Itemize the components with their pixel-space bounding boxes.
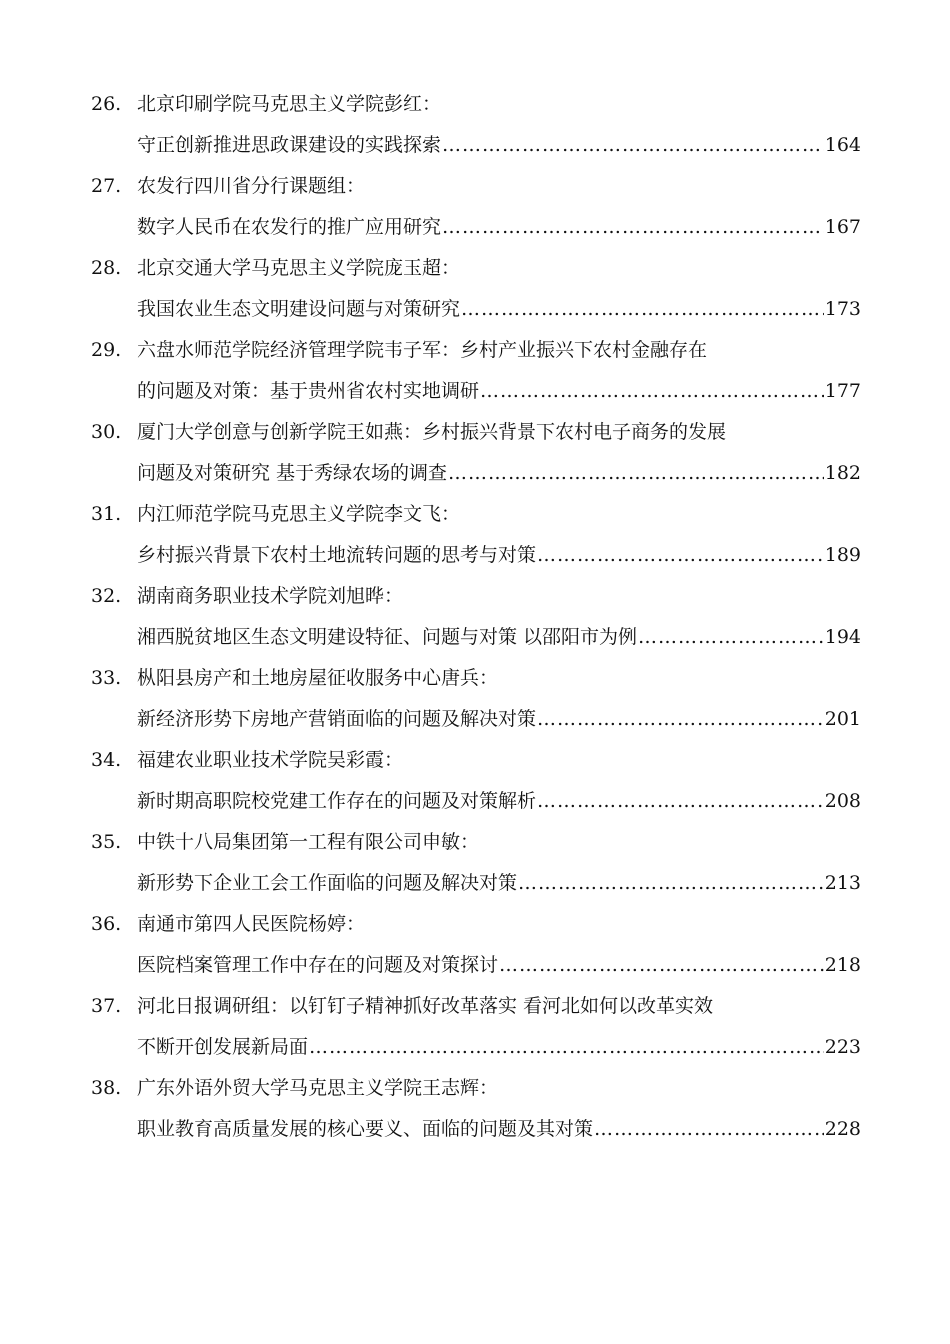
toc-entry-title: 的问题及对策：基于贵州省农村实地调研 — [137, 380, 480, 402]
toc-entry-number: 35. — [91, 831, 122, 853]
toc-entry-heading — [0, 166, 950, 207]
toc-entry-heading — [0, 1068, 950, 1109]
toc-entry-title-line — [137, 371, 861, 412]
toc-leader-dots — [442, 207, 824, 248]
toc-entry-title: 新经济形势下房地产营销面临的问题及解决对策 — [137, 708, 537, 730]
toc-leader-dots — [461, 289, 824, 330]
toc-entry[interactable] — [0, 1068, 950, 1150]
toc-entry-title-line — [137, 699, 861, 740]
toc-page-number: 208 — [824, 790, 861, 812]
toc-entry[interactable] — [0, 740, 950, 822]
toc-entry[interactable] — [0, 658, 950, 740]
toc-entry[interactable] — [0, 822, 950, 904]
toc-entry-title: 守正创新推进思政课建设的实践探索 — [137, 134, 442, 156]
toc-entry-heading — [0, 330, 950, 371]
toc-entry[interactable] — [0, 904, 950, 986]
toc-entry-heading — [0, 248, 950, 289]
toc-entry-number: 38. — [91, 1077, 122, 1099]
toc-entry-title-line — [137, 617, 861, 658]
toc-leader-dots — [499, 945, 824, 986]
toc-entry-title: 新形势下企业工会工作面临的问题及解决对策 — [137, 872, 518, 894]
toc-entry-title: 问题及对策研究 基于秀绿农场的调查 — [137, 462, 448, 484]
toc-entry-author: 广东外语外贸大学马克思主义学院王志辉： — [137, 1077, 499, 1099]
toc-leader-dots — [442, 125, 824, 166]
toc-entry-author: 北京交通大学马克思主义学院庞玉超： — [137, 257, 461, 279]
toc-entry[interactable] — [0, 576, 950, 658]
toc-entry[interactable] — [0, 84, 950, 166]
toc-entry-title: 不断开创发展新局面 — [137, 1036, 309, 1058]
toc-entry-number: 34. — [91, 749, 122, 771]
toc-entry-title-line — [137, 535, 861, 576]
toc-entry-number: 27. — [91, 175, 122, 197]
toc-entry-title: 乡村振兴背景下农村土地流转问题的思考与对策 — [137, 544, 537, 566]
toc-entry-number: 31. — [91, 503, 122, 525]
toc-page-number: 223 — [824, 1036, 861, 1058]
toc-entry-title: 医院档案管理工作中存在的问题及对策探讨 — [137, 954, 499, 976]
toc-entry[interactable] — [0, 986, 950, 1068]
toc-entry[interactable] — [0, 166, 950, 248]
toc-entry-title-line — [137, 125, 861, 166]
toc-leader-dots — [480, 371, 824, 412]
toc-entry-number: 33. — [91, 667, 122, 689]
toc-page-number: 189 — [824, 544, 861, 566]
toc-entry-title: 湘西脱贫地区生态文明建设特征、问题与对策 以邵阳市为例 — [137, 626, 638, 648]
toc-page-number: 164 — [824, 134, 861, 156]
toc-leader-dots — [594, 1109, 824, 1150]
toc-entry-number: 28. — [91, 257, 122, 279]
toc-entry[interactable] — [0, 248, 950, 330]
toc-entry-author: 六盘水师范学院经济管理学院韦子军：乡村产业振兴下农村金融存在 — [137, 339, 708, 361]
toc-entry-title-line — [137, 1109, 861, 1150]
toc-entry[interactable] — [0, 494, 950, 576]
toc-leader-dots — [518, 863, 824, 904]
toc-entry-title-line — [137, 863, 861, 904]
toc-entry-author: 南通市第四人民医院杨婷： — [137, 913, 366, 935]
toc-leader-dots — [309, 1027, 824, 1068]
toc-entry-author: 河北日报调研组：以钉钉子精神抓好改革落实 看河北如何以改革实效 — [137, 995, 714, 1017]
toc-entry-heading — [0, 822, 950, 863]
toc-entry[interactable] — [0, 330, 950, 412]
toc-entry-number: 29. — [91, 339, 122, 361]
toc-entry-author: 厦门大学创意与创新学院王如燕：乡村振兴背景下农村电子商务的发展 — [137, 421, 727, 443]
toc-entry-title: 新时期高职院校党建工作存在的问题及对策解析 — [137, 790, 537, 812]
toc-leader-dots — [537, 535, 824, 576]
toc-leader-dots — [448, 453, 824, 494]
toc-entry-author: 内江师范学院马克思主义学院李文飞： — [137, 503, 461, 525]
toc-entry-author: 枞阳县房产和土地房屋征收服务中心唐兵： — [137, 667, 499, 689]
toc-entry-heading — [0, 412, 950, 453]
toc-entry-heading — [0, 84, 950, 125]
toc-entry-author: 中铁十八局集团第一工程有限公司申敏： — [137, 831, 480, 853]
toc-entry-number: 37. — [91, 995, 122, 1017]
table-of-contents — [0, 84, 950, 1150]
toc-entry-title-line — [137, 781, 861, 822]
toc-entry-number: 26. — [91, 93, 122, 115]
toc-entry-title: 数字人民币在农发行的推广应用研究 — [137, 216, 442, 238]
toc-entry-author: 湖南商务职业技术学院刘旭晔： — [137, 585, 404, 607]
toc-leader-dots — [537, 699, 824, 740]
toc-entry-heading — [0, 740, 950, 781]
toc-entry-title-line — [137, 1027, 861, 1068]
toc-entry-title: 职业教育高质量发展的核心要义、面临的问题及其对策 — [137, 1118, 594, 1140]
toc-entry-title-line — [137, 289, 861, 330]
toc-page-number: 201 — [824, 708, 861, 730]
toc-entry-author: 福建农业职业技术学院吴彩霞： — [137, 749, 404, 771]
toc-entry-author: 农发行四川省分行课题组： — [137, 175, 366, 197]
toc-page-number: 182 — [824, 462, 861, 484]
toc-entry-title-line — [137, 453, 861, 494]
toc-entry-title: 我国农业生态文明建设问题与对策研究 — [137, 298, 461, 320]
toc-page-number: 177 — [824, 380, 861, 402]
toc-leader-dots — [537, 781, 824, 822]
toc-page-number: 228 — [824, 1118, 861, 1140]
toc-entry[interactable] — [0, 412, 950, 494]
toc-entry-number: 30. — [91, 421, 122, 443]
toc-page-number: 167 — [824, 216, 861, 238]
toc-page-number: 194 — [824, 626, 861, 648]
toc-leader-dots — [638, 617, 824, 658]
toc-entry-number: 36. — [91, 913, 122, 935]
toc-entry-author: 北京印刷学院马克思主义学院彭红： — [137, 93, 442, 115]
toc-entry-heading — [0, 986, 950, 1027]
toc-entry-heading — [0, 494, 950, 535]
toc-entry-heading — [0, 658, 950, 699]
toc-entry-heading — [0, 904, 950, 945]
toc-page-number: 213 — [824, 872, 861, 894]
toc-entry-number: 32. — [91, 585, 122, 607]
toc-page-number: 173 — [824, 298, 861, 320]
toc-entry-heading — [0, 576, 950, 617]
toc-page-number: 218 — [824, 954, 861, 976]
toc-entry-title-line — [137, 207, 861, 248]
toc-entry-title-line — [137, 945, 861, 986]
